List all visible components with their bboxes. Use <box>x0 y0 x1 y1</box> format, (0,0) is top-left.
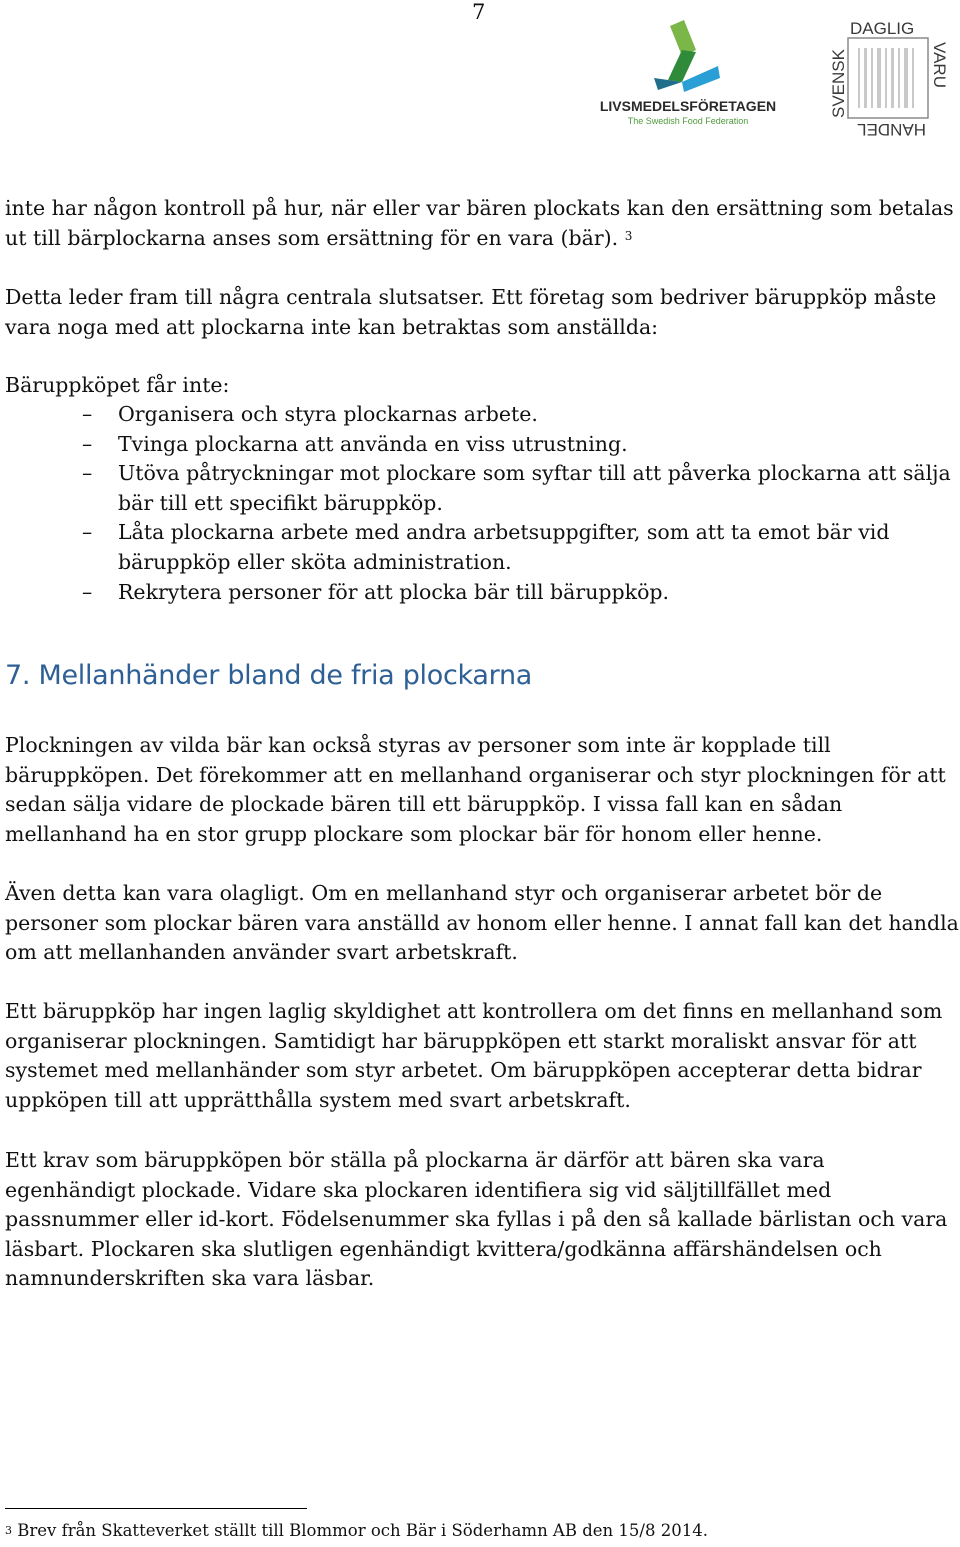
list-intro: Bäruppköpet får inte: <box>5 373 230 397</box>
svensk-dagligvaruhandel-logo <box>828 20 958 138</box>
dash-bullet: – <box>82 520 93 545</box>
intro-paragraph <box>5 194 960 253</box>
intro-text: inte har någon kontroll på hur, när eller var bären plockats kan den ersättning som betalas ut till bärplockarna anses som ersättning för en vara (bär). <box>5 196 954 250</box>
list-item <box>5 578 960 608</box>
list-item <box>5 400 960 430</box>
logo-word-handel: HANDEL <box>857 120 926 138</box>
section-paragraph: Även detta kan vara olagligt. Om en mellanhand styr och organiserar arbetet bör de personer som plockar bären vara anställd av honom eller henne. I annat fall kan det handla om att mellanhanden använder svart arbetskraft. <box>5 881 959 965</box>
livsmedelsforetagen-subtitle: The Swedish Food Federation <box>627 116 749 126</box>
list-item <box>5 459 960 518</box>
logo-word-svensk: SVENSK <box>829 49 848 118</box>
section-paragraph: Ett krav som bäruppköpen bör ställa på plockarna är därför att bären ska vara egenhändigt plockade. Vidare ska plockaren identifiera sig vid säljtillfället med passnummer eller id-kort. Födelsenummer ska fyllas i på den så kallade bärlistan och vara läsbart. Plockaren ska slutligen egenhändigt kvittera/godkänna affärshändelsen och namnunderskriften ska vara läsbar. <box>5 1148 948 1291</box>
footnote-number: 3 <box>5 1524 12 1537</box>
list-item-text: Tvinga plockarna att använda en viss utrustning. <box>118 431 628 456</box>
footnote <box>5 1520 708 1542</box>
livsmedelsforetagen-name: LIVSMEDELSFÖRETAGEN <box>599 98 777 114</box>
dash-bullet: – <box>82 402 93 426</box>
conclusions-paragraph: Detta leder fram till några centrala slutsatser. Ett företag som bedriver bäruppköp måste vara noga med att plockarna inte kan betraktas som anställda: <box>5 285 937 339</box>
logo-word-varu: VARU <box>930 42 949 88</box>
list-item <box>5 518 960 577</box>
list-item-text: Organisera och styra plockarnas arbete. <box>118 402 538 426</box>
svensk-dagligvaruhandel-mark <box>828 20 958 138</box>
livsmedelsforetagen-mark-icon <box>598 20 778 100</box>
prohibitions-list <box>5 400 960 607</box>
logo-word-dagligvaru: DAGLIG <box>850 20 915 38</box>
dash-bullet: – <box>82 431 93 456</box>
dash-bullet: – <box>82 579 93 604</box>
footnote-divider <box>5 1508 307 1509</box>
list-item-text: Utöva påtryckningar mot plockare som syftar till att påverka plockarna att sälja bär till ett specifikt bäruppköp. <box>118 461 951 515</box>
dash-bullet: – <box>82 461 93 486</box>
section-paragraph: Ett bäruppköp har ingen laglig skyldighet att kontrollera om det finns en mellanhand som organiserar plockningen. Samtidigt har bäruppköpen ett starkt moraliskt ansvar för att systemet med mellanhänder som styr arbetet. Om bäruppköpen accepterar detta bidrar uppköpen till att upprätthålla system med svart arbetskraft. <box>5 999 943 1112</box>
section-heading: 7. Mellanhänder bland de fria plockarna <box>5 660 532 691</box>
footnote-text: Brev från Skatteverket ställt till Blommor och Bär i Söderhamn AB den 15/8 2014. <box>17 1521 708 1540</box>
list-item <box>5 430 960 460</box>
section-paragraph: Plockningen av vilda bär kan också styras av personer som inte är kopplade till bäruppköpen. Det förekommer att en mellanhand organiserar och styr plockningen för att sedan sälja vidare de plockade bären till ett bäruppköp. I vissa fall kan en sådan mellanhand ha en stor grupp plockare som plockar bär för honom eller henne. <box>5 733 946 846</box>
page-number: 7 <box>472 0 486 24</box>
footnote-ref: 3 <box>624 228 633 243</box>
list-item-text: Rekrytera personer för att plocka bär till bäruppköp. <box>118 579 670 604</box>
list-item-text: Låta plockarna arbete med andra arbetsuppgifter, som att ta emot bär vid bäruppköp eller sköta administration. <box>118 520 890 574</box>
livsmedelsforetagen-logo <box>598 20 778 130</box>
